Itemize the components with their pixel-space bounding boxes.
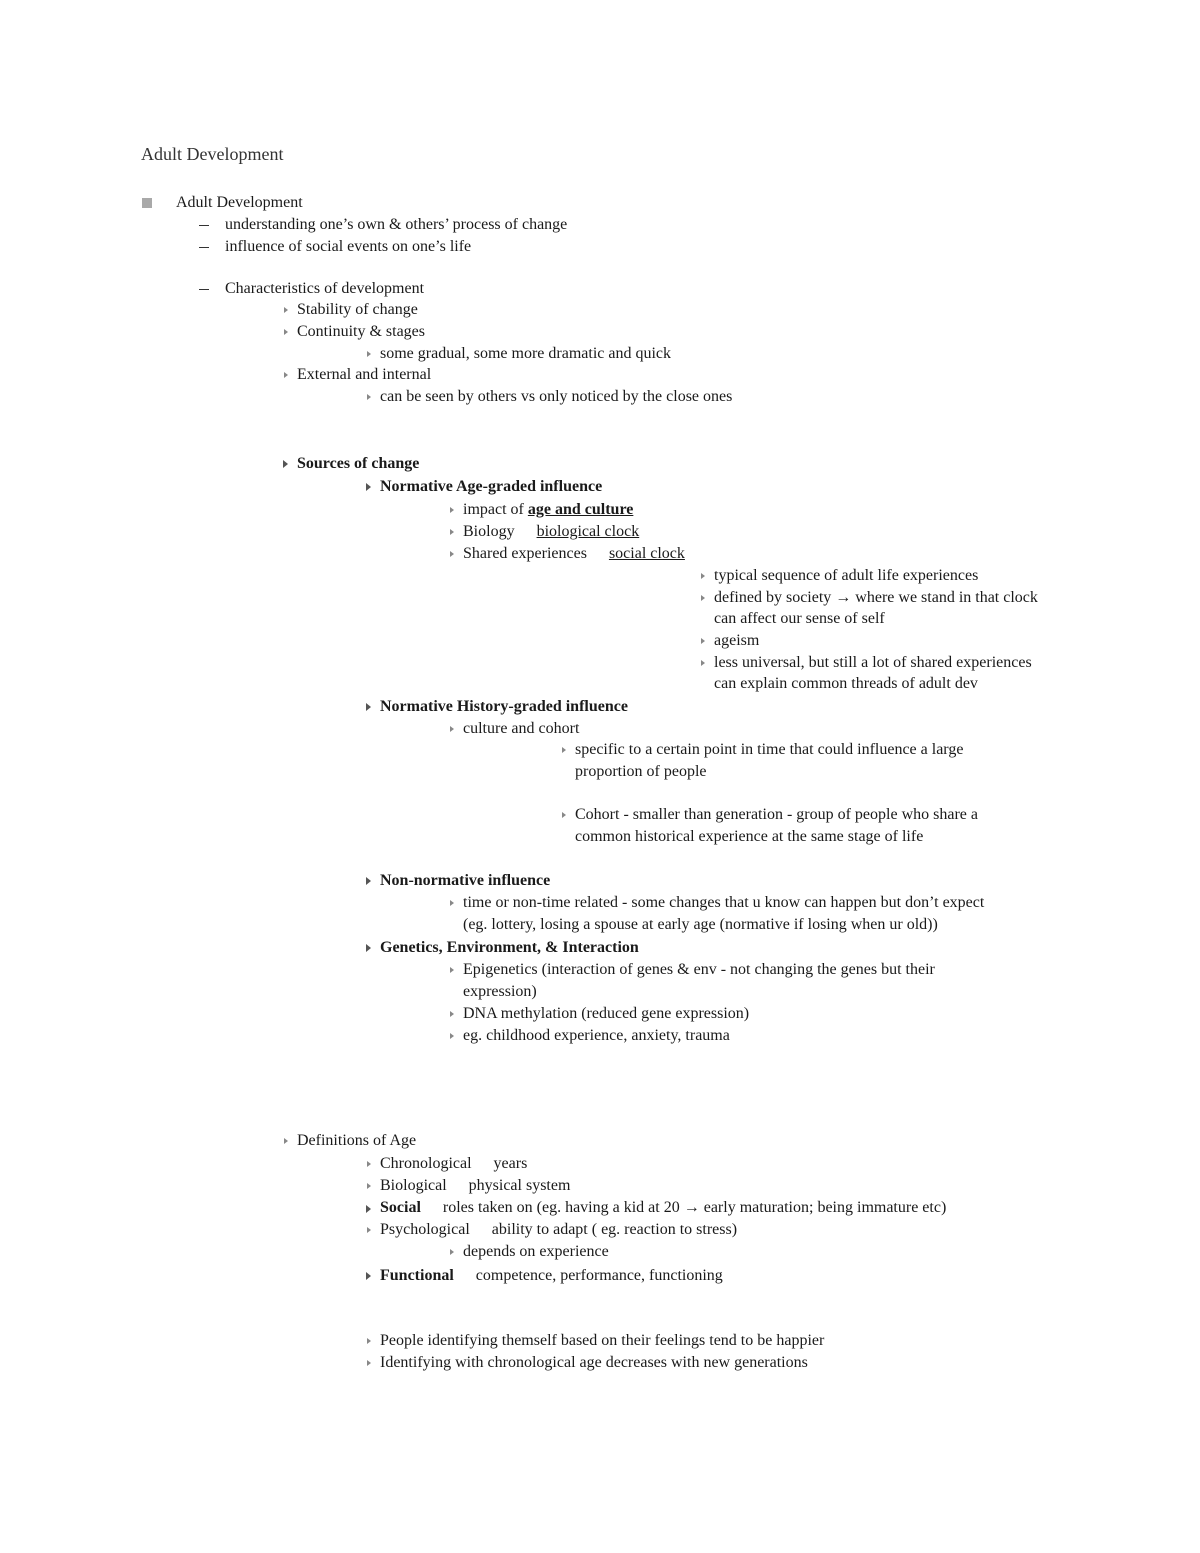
outline-item [463,500,633,520]
outline-item: less universal, but still a lot of shared experiences [714,654,1032,671]
dash-bullet-icon [199,289,209,290]
outline-item-continued: can affect our sense of self [714,610,885,627]
emphasis-term: age and culture [527,501,634,518]
definition: competence, performance, functioning [475,1267,723,1284]
square-bullet-icon [142,198,152,208]
arrow-bullet-icon [450,529,454,535]
outline-item-continued: expression) [463,983,537,1000]
underlined-term: social clock [608,545,685,562]
arrow-bullet-icon [562,747,566,753]
subsection-heading: Normative Age-graded influence [380,478,603,495]
outline-item: defined by society → where we stand in that clock [714,589,1038,606]
arrow-bullet-icon [366,944,371,952]
arrow-bullet-icon [450,507,454,513]
outline-item: culture and cohort [463,720,580,737]
arrow-bullet-icon [366,703,371,711]
term: Biology [463,523,515,540]
arrow-bullet-icon [366,877,371,885]
outline-item: some gradual, some more dramatic and quick [380,345,672,362]
outline-item: understanding one’s own & others’ process of change [225,216,568,233]
definition: roles taken on (eg. having a kid at 20 → early maturation; being immature etc) [442,1199,947,1216]
outline-item [380,1220,737,1240]
outline-item [380,1198,946,1218]
document-title: Adult Development [141,144,284,164]
term: Functional [380,1267,454,1284]
outline-item: depends on experience [463,1243,609,1260]
arrow-bullet-icon [284,307,288,313]
underlined-term: biological clock [536,523,640,540]
arrow-bullet-icon [450,900,454,906]
arrow-bullet-icon [450,1249,454,1255]
outline-item: Stability of change [297,301,418,318]
arrow-bullet-icon [283,460,288,468]
outline-item: Identifying with chronological age decreases with new generations [380,1354,808,1371]
dash-bullet-icon [199,225,209,226]
arrow-bullet-icon [366,1272,371,1280]
outline-item: External and internal [297,366,432,383]
arrow-bullet-icon [562,812,566,818]
outline-item: Cohort - smaller than generation - group of people who share a [575,806,978,823]
arrow-bullet-icon [367,1183,371,1189]
outline-item: Epigenetics (interaction of genes & env - not changing the genes but their [463,961,935,978]
subsection-heading: Normative History-graded influence [380,698,628,715]
outline-item: People identifying themself based on their feelings tend to be happier [380,1332,825,1349]
outline-item: Adult Development [176,194,303,211]
arrow-bullet-icon [366,1205,371,1213]
arrow-bullet-icon [367,1360,371,1366]
outline-item-continued: can explain common threads of adult dev [714,675,978,692]
outline-item-continued: common historical experience at the same stage of life [575,828,924,845]
term: Psychological [380,1221,470,1238]
outline-item [380,1266,723,1286]
subsection-heading: Genetics, Environment, & Interaction [380,939,639,956]
impact-prefix: impact of [463,501,524,518]
arrow-bullet-icon [284,372,288,378]
arrow-bullet-icon [701,573,705,579]
term: Social [380,1199,421,1216]
outline-item: Definitions of Age [297,1132,417,1149]
definition: physical system [468,1177,571,1194]
outline-item-continued: (eg. lottery, losing a spouse at early age (normative if losing when ur old)) [463,916,938,933]
arrow-bullet-icon [367,1161,371,1167]
outline-item: Characteristics of development [225,280,425,297]
arrow-bullet-icon [450,726,454,732]
outline-item: Continuity & stages [297,323,425,340]
arrow-bullet-icon [367,1338,371,1344]
outline-item: typical sequence of adult life experiences [714,567,979,584]
term: Chronological [380,1155,472,1172]
term: Shared experiences [463,545,587,562]
arrow-bullet-icon [284,329,288,335]
outline-item-continued: proportion of people [575,763,707,780]
arrow-bullet-icon [367,351,371,357]
arrow-bullet-icon [366,483,371,491]
arrow-bullet-icon [701,638,705,644]
outline-item: influence of social events on one’s life [225,238,472,255]
outline-item [463,544,685,564]
definition: ability to adapt ( eg. reaction to stress) [491,1221,738,1238]
outline-item [380,1154,527,1174]
outline-item: ageism [714,632,760,649]
arrow-bullet-icon [450,967,454,973]
arrow-bullet-icon [367,1227,371,1233]
term: Biological [380,1177,447,1194]
definition: years [493,1155,528,1172]
arrow-bullet-icon [701,595,705,601]
outline-item: specific to a certain point in time that could influence a large [575,741,964,758]
outline-item [380,1176,570,1196]
arrow-bullet-icon [450,1011,454,1017]
outline-item: eg. childhood experience, anxiety, trauma [463,1027,730,1044]
outline-item: can be seen by others vs only noticed by the close ones [380,388,733,405]
outline-item: time or non-time related - some changes that u know can happen but don’t expect [463,894,985,911]
outline-item: DNA methylation (reduced gene expression) [463,1005,750,1022]
subsection-heading: Non-normative influence [380,872,551,889]
section-heading: Sources of change [297,455,420,472]
arrow-bullet-icon [450,1033,454,1039]
dash-bullet-icon [199,247,209,248]
arrow-bullet-icon [367,394,371,400]
arrow-bullet-icon [701,660,705,666]
outline-item [463,522,639,542]
arrow-bullet-icon [450,551,454,557]
arrow-bullet-icon [284,1138,288,1144]
